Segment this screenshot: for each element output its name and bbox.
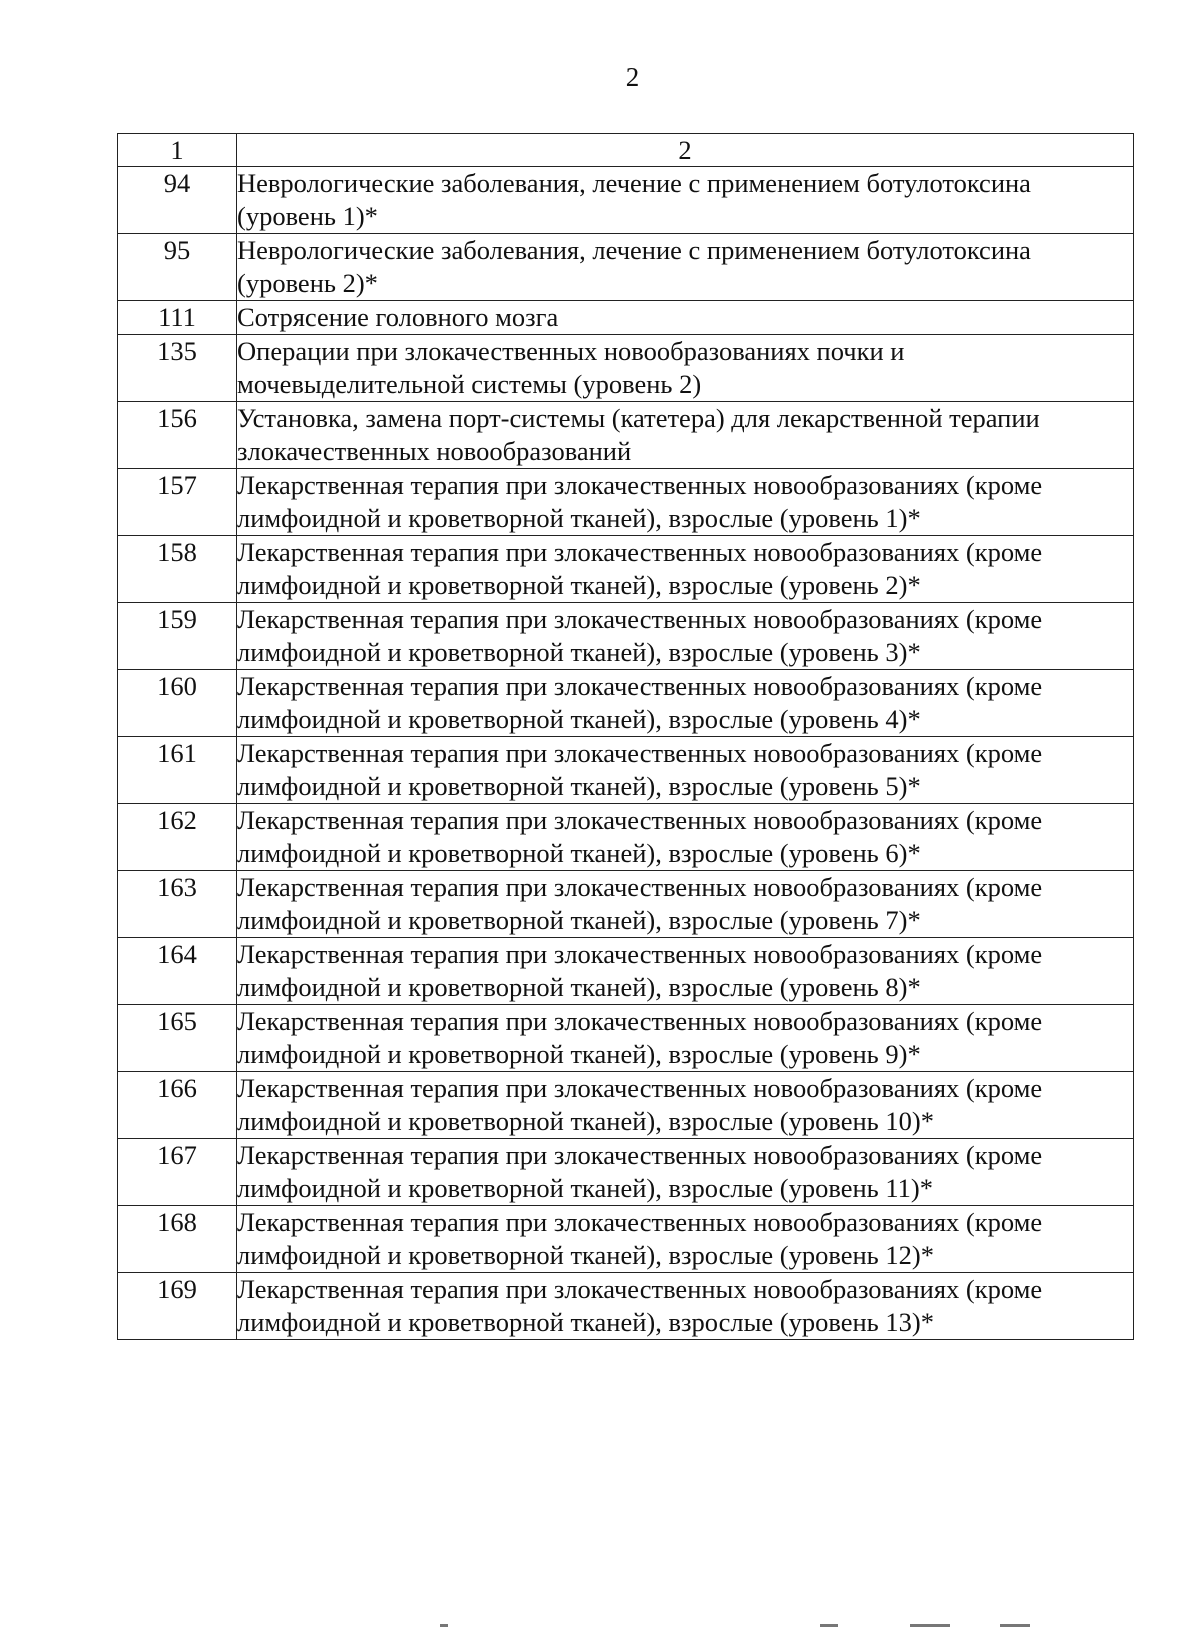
row-description-cell: Операции при злокачественных новообразованиях почки и мочевыделительной системы (уровень 2) [237,335,1134,402]
row-number-cell: 167 [118,1139,237,1206]
row-number-cell: 95 [118,234,237,301]
row-description-cell: Установка, замена порт-системы (катетера) для лекарственной терапии злокачественных новообразований [237,402,1134,469]
row-number-cell: 165 [118,1005,237,1072]
header-cell-number: 1 [118,134,237,167]
row-number-cell: 161 [118,737,237,804]
row-number-cell: 94 [118,167,237,234]
scan-artifact-marks [440,1624,1080,1628]
table-row [118,1005,1134,1072]
row-description-cell: Сотрясение головного мозга [237,301,1134,335]
row-description-cell: Лекарственная терапия при злокачественных новообразованиях (кроме лимфоидной и кроветворной тканей), взрослые (уровень 12)* [237,1206,1134,1273]
row-description-cell: Лекарственная терапия при злокачественных новообразованиях (кроме лимфоидной и кроветворной тканей), взрослые (уровень 1)* [237,469,1134,536]
table-row [118,737,1134,804]
table-row [118,1273,1134,1340]
row-number-cell: 160 [118,670,237,737]
row-description-cell: Лекарственная терапия при злокачественных новообразованиях (кроме лимфоидной и кроветворной тканей), взрослые (уровень 13)* [237,1273,1134,1340]
table-row [118,1072,1134,1139]
row-number-cell: 166 [118,1072,237,1139]
table-header-row [118,134,1134,167]
row-number-cell: 163 [118,871,237,938]
table-row [118,871,1134,938]
table-row [118,603,1134,670]
table-row [118,301,1134,335]
row-number-cell: 156 [118,402,237,469]
row-description-cell: Неврологические заболевания, лечение с применением ботулотоксина (уровень 2)* [237,234,1134,301]
table-row [118,1139,1134,1206]
row-description-cell: Лекарственная терапия при злокачественных новообразованиях (кроме лимфоидной и кроветворной тканей), взрослые (уровень 9)* [237,1005,1134,1072]
table-row [118,469,1134,536]
table-body [118,134,1134,1340]
table-row [118,234,1134,301]
row-description-cell: Лекарственная терапия при злокачественных новообразованиях (кроме лимфоидной и кроветворной тканей), взрослые (уровень 8)* [237,938,1134,1005]
row-number-cell: 111 [118,301,237,335]
row-description-cell: Неврологические заболевания, лечение с применением ботулотоксина (уровень 1)* [237,167,1134,234]
row-description-cell: Лекарственная терапия при злокачественных новообразованиях (кроме лимфоидной и кроветворной тканей), взрослые (уровень 11)* [237,1139,1134,1206]
row-number-cell: 162 [118,804,237,871]
row-description-cell: Лекарственная терапия при злокачественных новообразованиях (кроме лимфоидной и кроветворной тканей), взрослые (уровень 6)* [237,804,1134,871]
table-row [118,670,1134,737]
row-description-cell: Лекарственная терапия при злокачественных новообразованиях (кроме лимфоидной и кроветворной тканей), взрослые (уровень 3)* [237,603,1134,670]
table-row [118,1206,1134,1273]
row-number-cell: 135 [118,335,237,402]
header-cell-description: 2 [237,134,1134,167]
row-description-cell: Лекарственная терапия при злокачественных новообразованиях (кроме лимфоидной и кроветворной тканей), взрослые (уровень 5)* [237,737,1134,804]
table-row [118,938,1134,1005]
table-row [118,804,1134,871]
row-description-cell: Лекарственная терапия при злокачественных новообразованиях (кроме лимфоидной и кроветворной тканей), взрослые (уровень 10)* [237,1072,1134,1139]
row-number-cell: 158 [118,536,237,603]
row-description-cell: Лекарственная терапия при злокачественных новообразованиях (кроме лимфоидной и кроветворной тканей), взрослые (уровень 4)* [237,670,1134,737]
row-description-cell: Лекарственная терапия при злокачественных новообразованиях (кроме лимфоидной и кроветворной тканей), взрослые (уровень 7)* [237,871,1134,938]
row-number-cell: 168 [118,1206,237,1273]
table-row [118,536,1134,603]
row-number-cell: 169 [118,1273,237,1340]
document-table [117,133,1134,1340]
table-row [118,167,1134,234]
table-row [118,335,1134,402]
row-number-cell: 157 [118,469,237,536]
row-number-cell: 164 [118,938,237,1005]
row-number-cell: 159 [118,603,237,670]
page-number: 2 [625,62,640,92]
table-row [118,402,1134,469]
row-description-cell: Лекарственная терапия при злокачественных новообразованиях (кроме лимфоидной и кроветворной тканей), взрослые (уровень 2)* [237,536,1134,603]
